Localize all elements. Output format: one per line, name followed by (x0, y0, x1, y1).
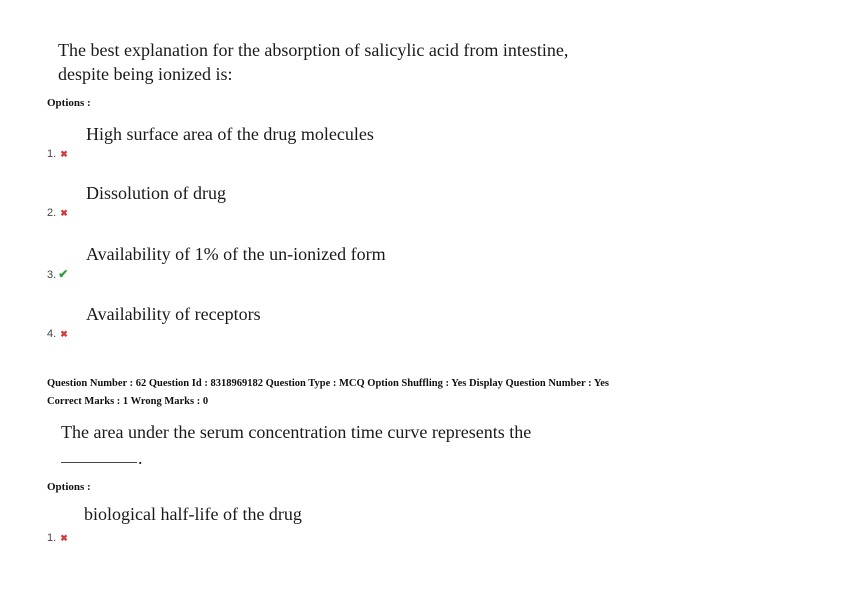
option-1-number (47, 148, 68, 160)
check-icon: ✔ (58, 267, 69, 281)
question-text-line-2: despite being ionized is: (58, 64, 233, 84)
option-1-number (47, 532, 68, 544)
options-label: Options : (47, 97, 91, 109)
cross-icon: ✖ (60, 208, 68, 218)
question-meta-line-2: Correct Marks : 1 Wrong Marks : 0 (47, 396, 209, 407)
question-text: The area under the serum concentration time curve represents the (61, 422, 532, 442)
option-number-label: 1. (47, 532, 57, 544)
blank-suffix: . (138, 448, 143, 468)
options-label: Options : (47, 481, 91, 493)
question-text-line-1: The best explanation for the absorption of salicylic acid from intestine, (58, 40, 569, 60)
cross-icon: ✖ (60, 533, 68, 543)
cross-icon: ✖ (60, 329, 68, 339)
option-2-text: Dissolution of drug (86, 183, 227, 203)
option-number-label: 3. (47, 269, 57, 281)
option-4-number (47, 328, 68, 340)
option-3-text: Availability of 1% of the un-ionized form (86, 244, 386, 264)
cross-icon: ✖ (60, 149, 68, 159)
option-3-number (47, 267, 68, 281)
option-number-label: 1. (47, 148, 57, 160)
option-1-text: biological half-life of the drug (84, 504, 302, 524)
answer-blank (61, 462, 137, 463)
option-number-label: 2. (47, 207, 57, 219)
option-4-text: Availability of receptors (86, 304, 261, 324)
option-2-number (47, 207, 68, 219)
option-number-label: 4. (47, 328, 57, 340)
question-meta-line-1: Question Number : 62 Question Id : 8318969182 Question Type : MCQ Option Shuffling : Yes Display Question Number : Yes (47, 378, 610, 389)
option-1-text: High surface area of the drug molecules (86, 124, 374, 144)
